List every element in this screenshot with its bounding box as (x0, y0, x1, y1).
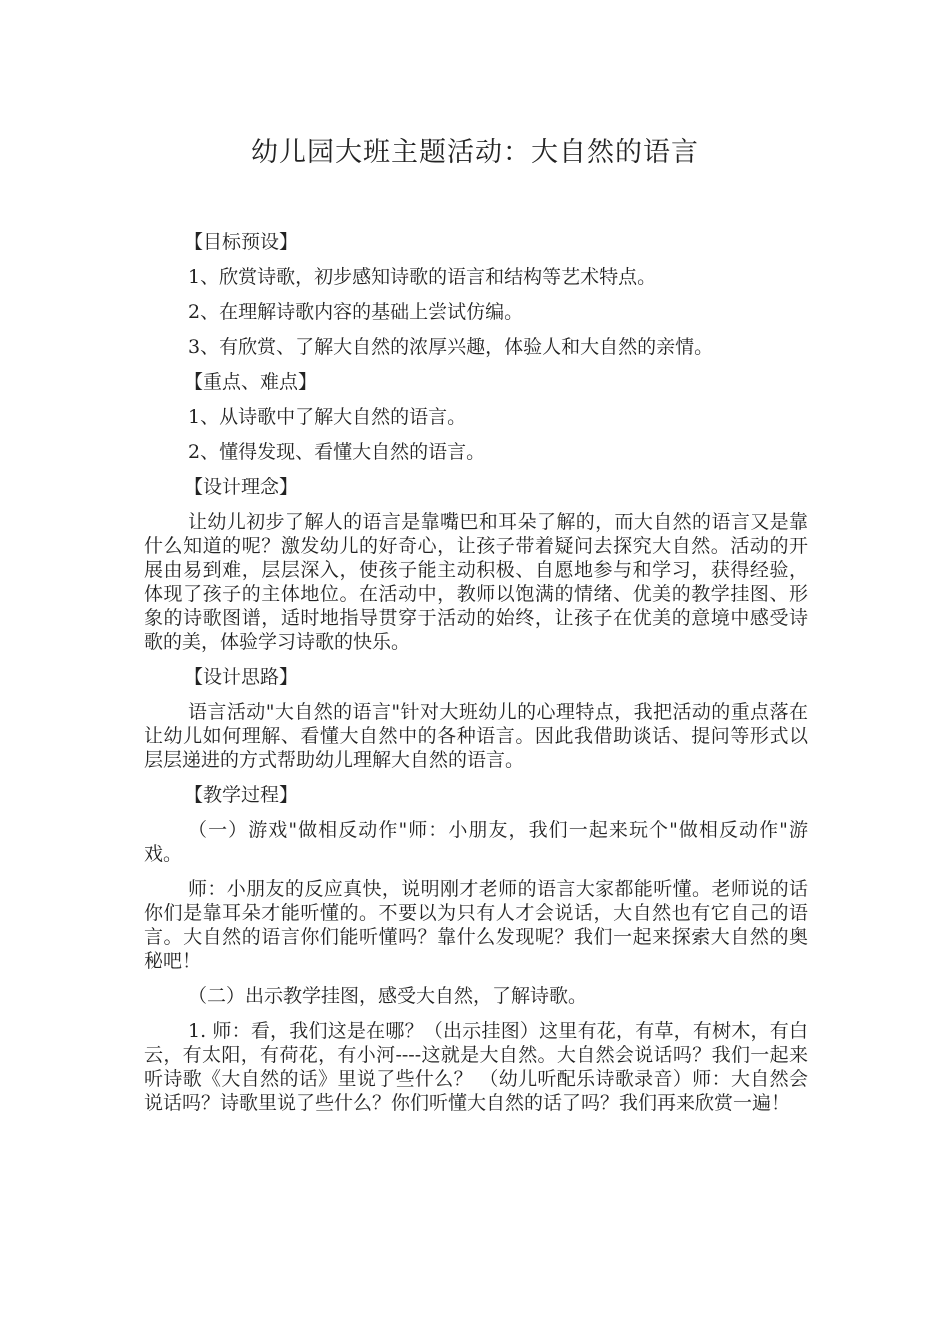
process-step2: （二）出示教学挂图，感受大自然，了解诗歌。 (188, 985, 588, 1007)
section-heading-goals: 【目标预设】 (184, 231, 299, 253)
key-point-item: 1、从诗歌中了解大自然的语言。 (188, 406, 467, 428)
process-step1: （一）游戏"做相反动作"师：小朋友，我们一起来玩个"做相反动作"游戏。 (144, 819, 808, 865)
document-body (144, 230, 808, 1126)
process-step2-detail: 1. 师：看，我们这是在哪？（出示挂图）这里有花，有草，有树木，有白云，有太阳，有荷花，有小河----这就是大自然。大自然会说话吗？我们一起来听诗歌《大自然的话》里说了些什么？ （幼儿听配乐诗歌录音）师：大自然会说话吗？诗歌里说了些什么？你们听懂大自然的话了吗？我们再来欣赏一遍！ (144, 1020, 808, 1114)
goal-item: 3、有欣赏、了解大自然的浓厚兴趣，体验人和大自然的亲情。 (188, 336, 714, 358)
process-step1-detail: 师：小朋友的反应真快，说明刚才老师的语言大家都能听懂。老师说的话你们是靠耳朵才能听懂的。不要以为只有人才会说话，大自然也有它自己的语言。大自然的语言你们能听懂吗？靠什么发现呢？我们一起来探索大自然的奥秘吧！ (144, 878, 808, 972)
key-point-item: 2、懂得发现、看懂大自然的语言。 (188, 441, 486, 463)
section-heading-idea: 【设计思路】 (184, 666, 299, 688)
section-heading-key-points: 【重点、难点】 (184, 371, 318, 393)
goal-item: 1、欣赏诗歌，初步感知诗歌的语言和结构等艺术特点。 (188, 266, 657, 288)
section-heading-process: 【教学过程】 (184, 784, 299, 806)
section-heading-concept: 【设计理念】 (184, 476, 299, 498)
concept-paragraph: 让幼儿初步了解人的语言是靠嘴巴和耳朵了解的，而大自然的语言又是靠什么知道的呢？激发幼儿的好奇心，让孩子带着疑问去探究大自然。活动的开展由易到难，层层深入，使孩子能主动积极、自愿地参与和学习，获得经验，体现了孩子的主体地位。在活动中，教师以饱满的情绪、优美的教学挂图、形象的诗歌图谱，适时地指导贯穿于活动的始终，让孩子在优美的意境中感受诗歌的美，体验学习诗歌的快乐。 (144, 511, 808, 653)
goal-item: 2、在理解诗歌内容的基础上尝试仿编。 (188, 301, 524, 323)
document-title: 幼儿园大班主题活动：大自然的语言 (251, 137, 699, 168)
idea-paragraph: 语言活动"大自然的语言"针对大班幼儿的心理特点，我把活动的重点落在让幼儿如何理解、看懂大自然中的各种语言。因此我借助谈话、提问等形式以层层递进的方式帮助幼儿理解大自然的语言。 (144, 701, 808, 771)
